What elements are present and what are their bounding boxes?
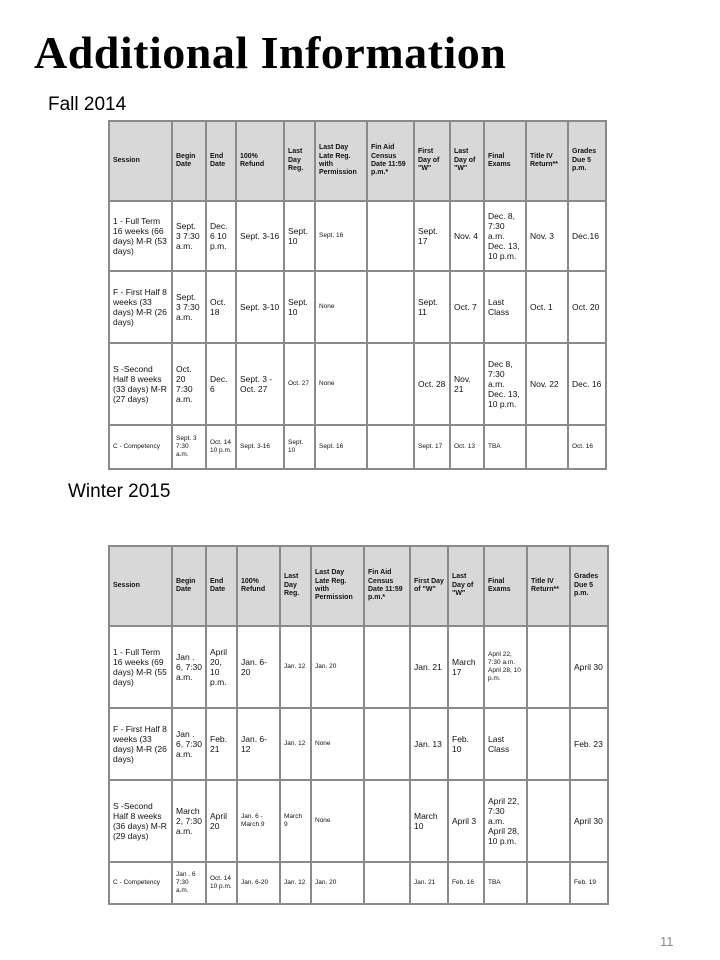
table-cell: Feb. 19 xyxy=(570,862,608,904)
table-cell: Dec. 6 xyxy=(206,343,236,425)
column-header: Last Day Late Reg. with Permission xyxy=(315,121,367,201)
table-cell: Sept. 3-16 xyxy=(236,201,284,271)
table-cell: S -Second Half 8 weeks (36 days) M-R (29 days) xyxy=(109,780,172,862)
column-header: First Day of "W" xyxy=(414,121,450,201)
column-header: End Date xyxy=(206,121,236,201)
table-cell: Jan. 6-20 xyxy=(237,626,280,708)
table-cell: Jan. 20 xyxy=(311,862,364,904)
column-header: Session xyxy=(109,546,172,626)
table-cell: Dec.16 xyxy=(568,201,606,271)
table-cell: Oct. 1 xyxy=(526,271,568,343)
table-cell: April 30 xyxy=(570,780,608,862)
table-cell: April 30 xyxy=(570,626,608,708)
table-cell: Feb. 23 xyxy=(570,708,608,780)
table-cell: March 9 xyxy=(280,780,311,862)
table-cell: Jan. 6-20 xyxy=(237,862,280,904)
table-cell: Sept. 10 xyxy=(284,271,315,343)
table-cell: Sept. 17 xyxy=(414,201,450,271)
table-cell: Oct. 16 xyxy=(568,425,606,469)
column-header: Fin Aid Census Date 11:59 p.m.* xyxy=(367,121,414,201)
table-cell: Nov. 21 xyxy=(450,343,484,425)
table-cell xyxy=(367,201,414,271)
table-row xyxy=(109,780,608,862)
table-cell: Jan. 21 xyxy=(410,862,448,904)
column-header: Title IV Return** xyxy=(526,121,568,201)
column-header: Session xyxy=(109,121,172,201)
table-cell xyxy=(364,626,410,708)
table-cell: None xyxy=(311,708,364,780)
table-cell xyxy=(367,425,414,469)
table-cell: Feb. 10 xyxy=(448,708,484,780)
column-header: Fin Aid Census Date 11:59 p.m.* xyxy=(364,546,410,626)
table-cell: F - First Half 8 weeks (33 days) M-R (26 days) xyxy=(109,271,172,343)
table-header-row xyxy=(109,121,606,201)
table-cell: March 17 xyxy=(448,626,484,708)
column-header: Begin Date xyxy=(172,546,206,626)
column-header: Begin Date xyxy=(172,121,206,201)
table-cell: Jan. 12 xyxy=(280,862,311,904)
table-cell: Dec. 8, 7:30 a.m. Dec. 13, 10 p.m. xyxy=(484,201,526,271)
column-header: Last Day of "W" xyxy=(450,121,484,201)
table-cell: Oct. 14 10 p.m. xyxy=(206,862,237,904)
column-header: Last Day Reg. xyxy=(280,546,311,626)
column-header: Last Day of "W" xyxy=(448,546,484,626)
table-cell: April 20 xyxy=(206,780,237,862)
column-header: 100% Refund xyxy=(236,121,284,201)
table-cell: Oct. 14 10 p.m. xyxy=(206,425,236,469)
table-cell: Jan. 6-12 xyxy=(237,708,280,780)
table-cell: F - First Half 8 weeks (33 days) M-R (26 days) xyxy=(109,708,172,780)
table-cell: Jan. 13 xyxy=(410,708,448,780)
table-cell: Last Class xyxy=(484,708,527,780)
table-cell: Sept. 11 xyxy=(414,271,450,343)
table-cell xyxy=(527,780,570,862)
table-cell xyxy=(364,708,410,780)
table-cell: Sept. 3-10 xyxy=(236,271,284,343)
column-header: Last Day Reg. xyxy=(284,121,315,201)
table-cell: Nov. 4 xyxy=(450,201,484,271)
table-cell: Oct. 13 xyxy=(450,425,484,469)
table-cell: Nov. 3 xyxy=(526,201,568,271)
table-cell: Oct. 28 xyxy=(414,343,450,425)
table-cell: Dec 8, 7:30 a.m. Dec. 13, 10 p.m. xyxy=(484,343,526,425)
table-cell: Oct. 27 xyxy=(284,343,315,425)
table-cell: April 3 xyxy=(448,780,484,862)
table-cell: Sept. 3 7:30 a.m. xyxy=(172,271,206,343)
table-cell: Jan. 12 xyxy=(280,708,311,780)
table-cell: TBA xyxy=(484,425,526,469)
table-cell: Sept. 10 xyxy=(284,425,315,469)
table-cell: 1 - Full Term 16 weeks (66 days) M-R (53 days) xyxy=(109,201,172,271)
table-cell: Feb. 16 xyxy=(448,862,484,904)
table-cell: Sept. 16 xyxy=(315,425,367,469)
table-cell: March 10 xyxy=(410,780,448,862)
table-row xyxy=(109,271,606,343)
table-cell: Sept. 3 - Oct. 27 xyxy=(236,343,284,425)
table-cell xyxy=(364,780,410,862)
table-cell: Oct. 18 xyxy=(206,271,236,343)
table-cell: Dec. 6 10 p.m. xyxy=(206,201,236,271)
table-cell xyxy=(364,862,410,904)
table-row xyxy=(109,201,606,271)
winter-schedule-table xyxy=(108,545,609,905)
table-cell xyxy=(527,862,570,904)
table-cell: Oct. 20 7:30 a.m. xyxy=(172,343,206,425)
column-header: Grades Due 5 p.m. xyxy=(568,121,606,201)
table-row xyxy=(109,425,606,469)
fall-term-heading: Fall 2014 xyxy=(48,94,127,115)
column-header: 100% Refund xyxy=(237,546,280,626)
table-cell: April 22, 7:30 a.m. April 28, 10 p.m. xyxy=(484,780,527,862)
column-header: Title IV Return** xyxy=(527,546,570,626)
table-cell xyxy=(527,626,570,708)
table-cell: Jan . 6 7:30 a.m. xyxy=(172,862,206,904)
table-cell: Jan. 6 - March 9 xyxy=(237,780,280,862)
table-cell: Nov. 22 xyxy=(526,343,568,425)
column-header: Last Day Late Reg. with Permission xyxy=(311,546,364,626)
page-title: Additional Information xyxy=(34,27,507,78)
table-cell: Jan . 6, 7:30 a.m. xyxy=(172,626,206,708)
table-cell: 1 - Full Term 16 weeks (69 days) M-R (55 days) xyxy=(109,626,172,708)
table-cell: Jan. 12 xyxy=(280,626,311,708)
table-cell: April 20, 10 p.m. xyxy=(206,626,237,708)
table-cell: None xyxy=(315,343,367,425)
table-cell: March 2, 7:30 a.m. xyxy=(172,780,206,862)
fall-schedule-table xyxy=(108,120,607,470)
table-cell: Last Class xyxy=(484,271,526,343)
table-cell: Sept. 10 xyxy=(284,201,315,271)
table-cell: C - Competency xyxy=(109,862,172,904)
table-cell: Feb. 21 xyxy=(206,708,237,780)
table-cell: S -Second Half 8 weeks (33 days) M-R (27 days) xyxy=(109,343,172,425)
table-cell: Sept. 3 7:30 a.m. xyxy=(172,425,206,469)
table-cell: TBA xyxy=(484,862,527,904)
table-row xyxy=(109,862,608,904)
table-cell: Sept. 17 xyxy=(414,425,450,469)
table-cell xyxy=(527,708,570,780)
table-cell: None xyxy=(315,271,367,343)
page-number: 11 xyxy=(660,934,674,949)
table-cell xyxy=(367,343,414,425)
table-cell xyxy=(526,425,568,469)
table-cell: Jan . 6, 7:30 a.m. xyxy=(172,708,206,780)
table-row xyxy=(109,626,608,708)
column-header: Grades Due 5 p.m. xyxy=(570,546,608,626)
column-header: Final Exams xyxy=(484,121,526,201)
column-header: Final Exams xyxy=(484,546,527,626)
winter-term-heading: Winter 2015 xyxy=(68,481,171,502)
table-cell: Sept. 3 7:30 a.m. xyxy=(172,201,206,271)
table-row xyxy=(109,343,606,425)
table-cell: Sept. 16 xyxy=(315,201,367,271)
column-header: First Day of "W" xyxy=(410,546,448,626)
table-cell: C - Competency xyxy=(109,425,172,469)
table-cell: Oct. 7 xyxy=(450,271,484,343)
table-cell: Jan. 20 xyxy=(311,626,364,708)
table-cell xyxy=(367,271,414,343)
table-cell: Jan. 21 xyxy=(410,626,448,708)
table-header-row xyxy=(109,546,608,626)
table-cell: Dec. 16 xyxy=(568,343,606,425)
table-cell: None xyxy=(311,780,364,862)
table-row xyxy=(109,708,608,780)
table-cell: Sept. 3-16 xyxy=(236,425,284,469)
table-cell: Oct. 20 xyxy=(568,271,606,343)
column-header: End Date xyxy=(206,546,237,626)
table-cell: April 22, 7:30 a.m. April 28, 10 p.m. xyxy=(484,626,527,708)
